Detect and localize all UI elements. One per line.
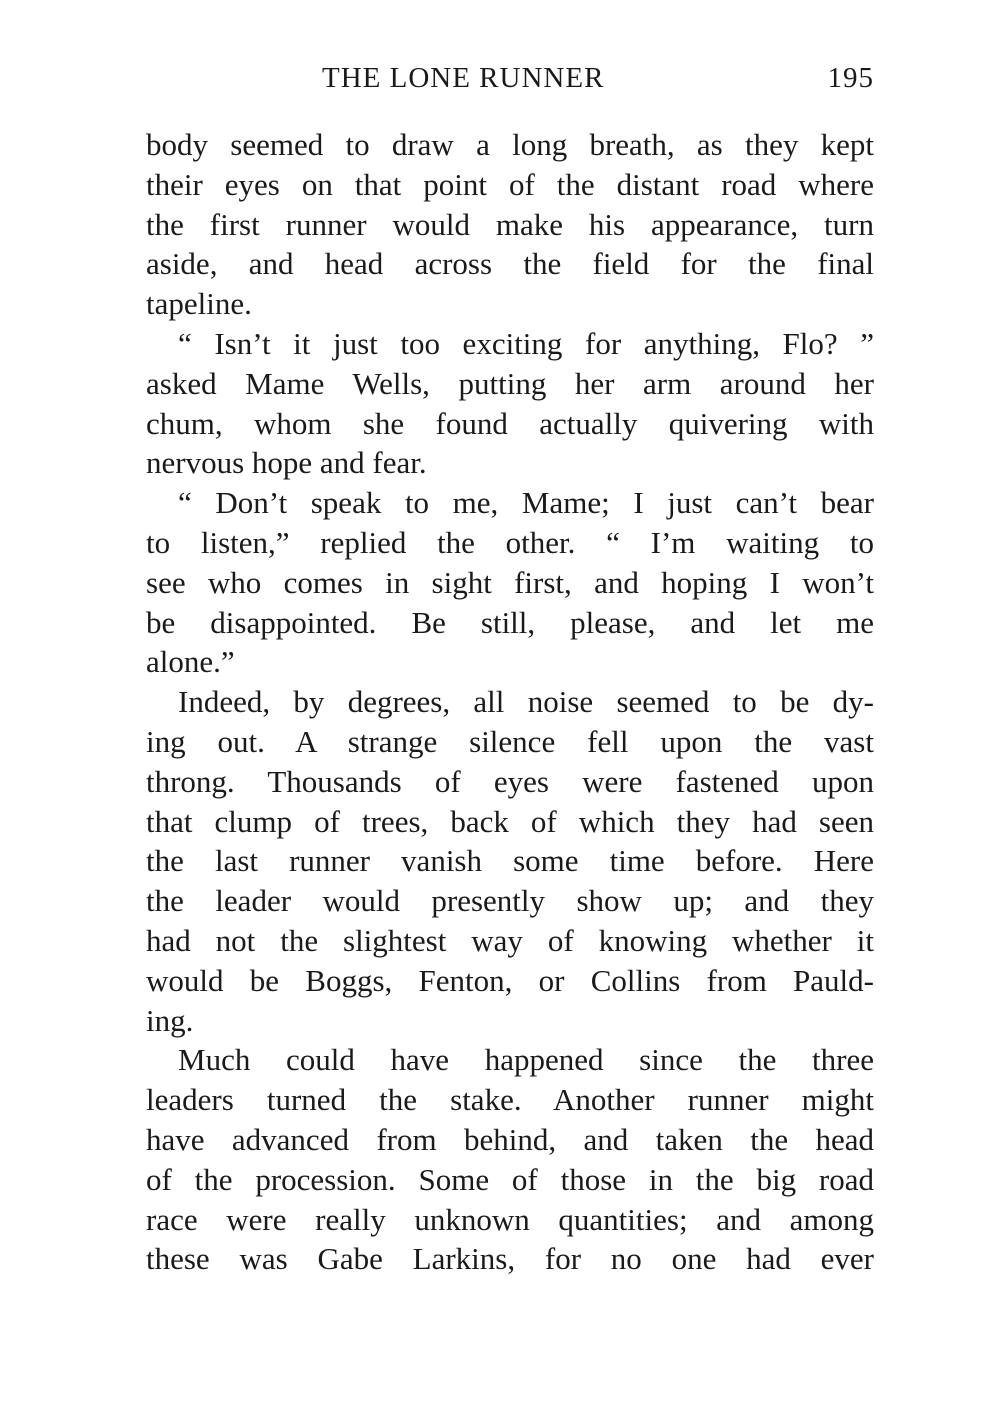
text-line: Much could have happened since the three [178, 1042, 874, 1078]
text-line: the first runner would make his appearance, turn [146, 206, 874, 242]
text-line: Indeed, by degrees, all noise seemed to be dy- [178, 684, 874, 720]
text-line: be disappointed. Be still, please, and let me [146, 604, 874, 640]
text-line: race were really unknown quantities; and among [146, 1201, 874, 1237]
text-line: body seemed to draw a long breath, as they kept [146, 127, 874, 162]
page-number: 195 [827, 62, 874, 94]
text-line: have advanced from behind, and taken the head [146, 1121, 874, 1157]
text-line: the leader would presently show up; and they [146, 883, 874, 919]
text-line: chum, whom she found actually quivering with [146, 405, 874, 441]
body-text [146, 125, 874, 1279]
text-line: asked Mame Wells, putting her arm around her [146, 365, 874, 401]
text-line: see who comes in sight first, and hoping I won’t [146, 564, 874, 600]
text-line: alone.” [146, 644, 235, 680]
text-line: leaders turned the stake. Another runner might [146, 1082, 874, 1118]
text-line: aside, and head across the field for the final [146, 246, 874, 282]
text-line: ing. [146, 1002, 194, 1038]
text-line: their eyes on that point of the distant road where [146, 166, 874, 202]
text-line: nervous hope and fear. [146, 445, 427, 481]
text-line: that clump of trees, back of which they had seen [146, 803, 874, 839]
text-line: to listen,” replied the other. “ I’m waiting to [146, 524, 874, 560]
text-line: would be Boggs, Fenton, or Collins from Pauld- [146, 962, 874, 998]
text-line: the last runner vanish some time before. Here [146, 843, 874, 879]
text-line: throng. Thousands of eyes were fastened upon [146, 763, 874, 799]
text-line: of the procession. Some of those in the big road [146, 1161, 874, 1197]
text-line: “ Isn’t it just too exciting for anything, Flo? ” [178, 325, 874, 361]
running-head [146, 58, 874, 98]
text-line: these was Gabe Larkins, for no one had ever [146, 1241, 874, 1277]
text-line: tapeline. [146, 286, 252, 322]
text-line: had not the slightest way of knowing whether it [146, 922, 874, 958]
running-title: THE LONE RUNNER [322, 62, 605, 94]
text-line: ing out. A strange silence fell upon the vast [146, 723, 874, 759]
text-line: “ Don’t speak to me, Mame; I just can’t bear [178, 485, 874, 521]
